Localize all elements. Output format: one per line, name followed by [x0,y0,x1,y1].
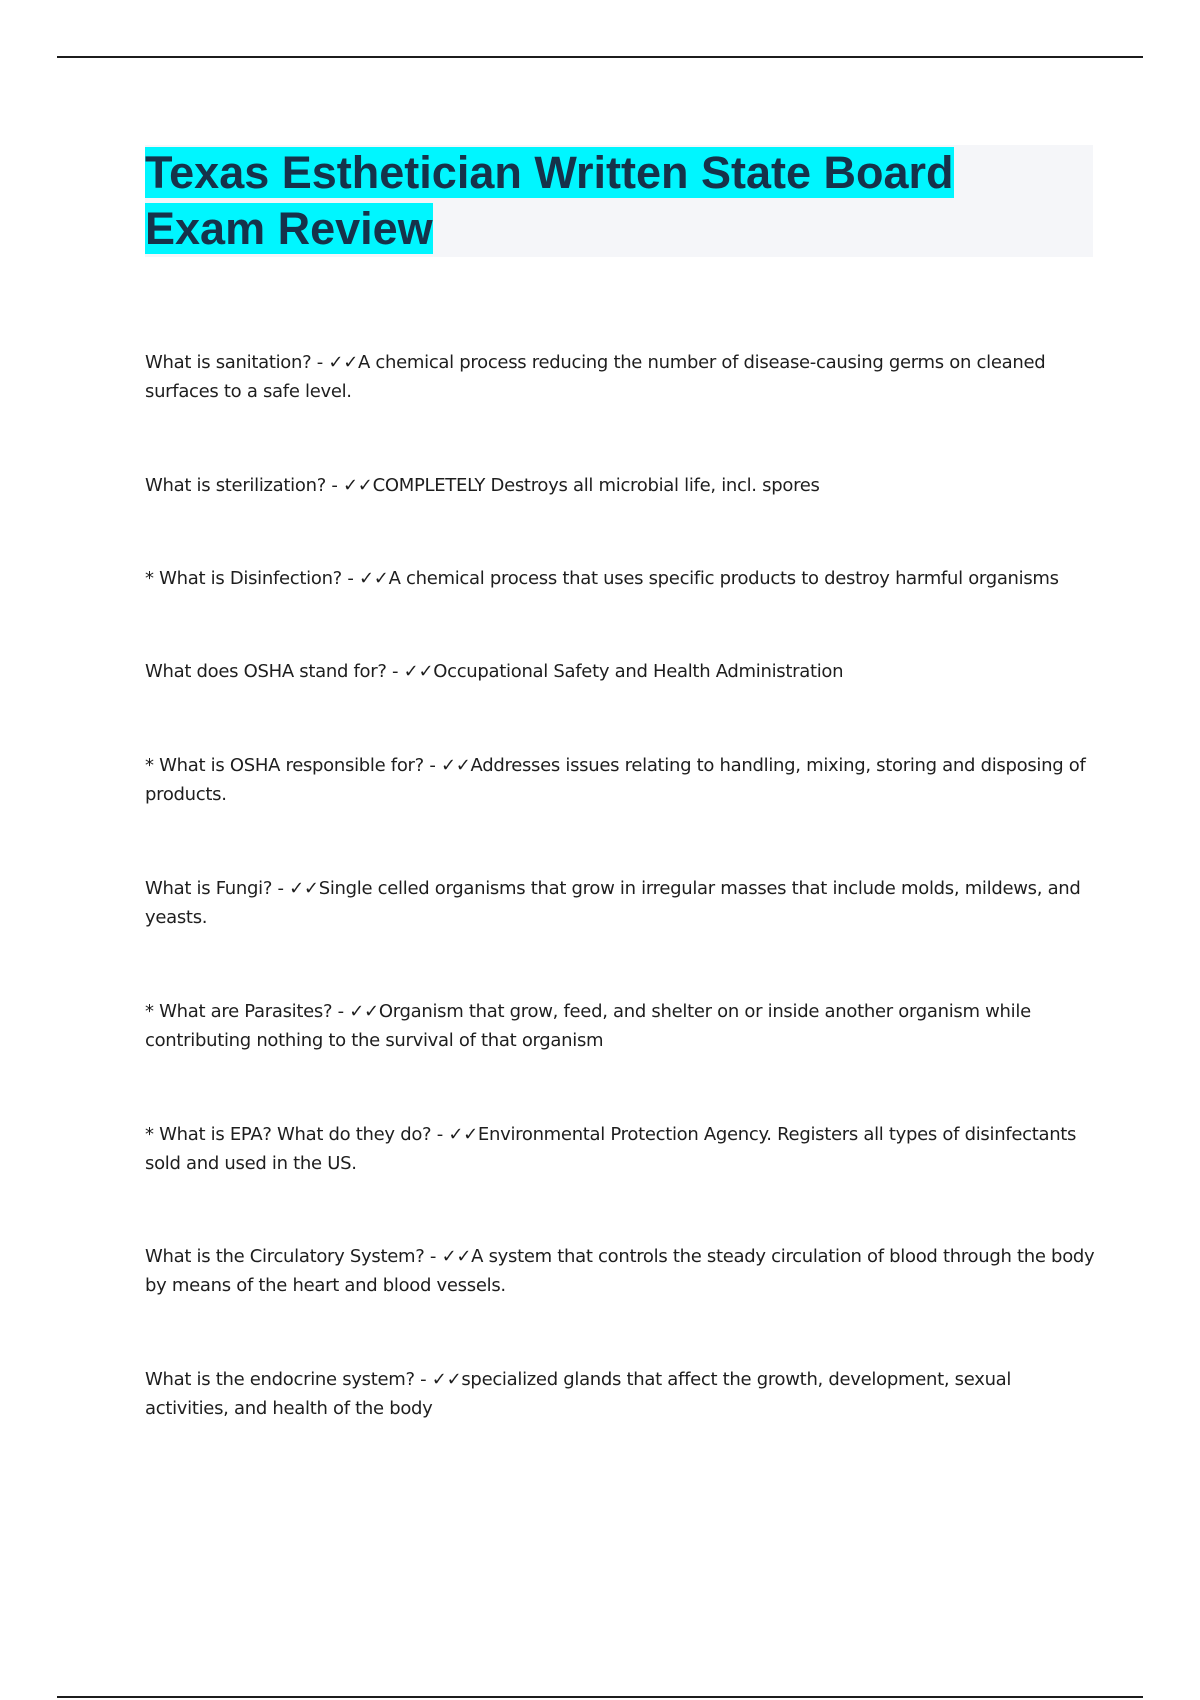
check-mark-icon: ✓✓ [328,352,358,373]
separator: - [414,1369,432,1390]
question-text: What is the endocrine system? [145,1369,415,1390]
question-text: * What is Disinfection? [145,568,342,589]
check-mark-icon: ✓✓ [343,475,373,496]
answer-text: Occupational Safety and Health Administration [433,661,844,682]
title-block [145,145,1093,257]
separator: - [341,568,359,589]
separator: - [431,1124,449,1145]
qa-item-osha-responsible [145,751,1095,809]
question-text: * What is EPA? What do they do? [145,1124,432,1145]
qa-item-endocrine-system [145,1365,1095,1423]
header-rule [57,56,1143,58]
question-text: What is sterilization? [145,475,326,496]
check-mark-icon: ✓✓ [358,568,389,589]
title-line-1: Texas Esthetician Written State Board [145,147,954,198]
check-mark-icon: ✓✓ [441,1246,472,1267]
qa-item-circulatory-system [145,1242,1095,1300]
answer-text: Environmental Protection Agency. Registers all types of disinfectants sold and used in the US. [145,1124,1077,1174]
qa-item-sanitation [145,348,1095,406]
separator: - [311,352,329,373]
answer-text: Addresses issues relating to handling, mixing, storing and disposing of products. [145,755,1086,805]
title-line-2: Exam Review [145,203,433,254]
check-mark-icon: ✓✓ [403,661,434,682]
separator: - [386,661,404,682]
footer-rule [57,1696,1143,1698]
check-mark-icon: ✓✓ [431,1369,462,1390]
answer-text: Organism that grow, feed, and shelter on or inside another organism while contributing nothing to the survival of that organism [145,1001,1031,1051]
qa-item-parasites [145,997,1095,1055]
question-text: What does OSHA stand for? [145,661,387,682]
check-mark-icon: ✓✓ [349,1001,379,1022]
answer-text: Single celled organisms that grow in irregular masses that include molds, mildews, and yeasts. [145,878,1081,928]
qa-item-osha-stand-for [145,657,1095,686]
question-text: * What is OSHA responsible for? [145,755,424,776]
question-text: * What are Parasites? [145,1001,333,1022]
question-text: What is the Circulatory System? [145,1246,425,1267]
qa-item-sterilization [145,471,1095,500]
check-mark-icon: ✓✓ [289,878,319,899]
separator: - [332,1001,350,1022]
check-mark-icon: ✓✓ [440,755,471,776]
separator: - [325,475,343,496]
qa-item-epa [145,1120,1095,1178]
document-title [145,145,1045,257]
answer-text: specialized glands that affect the growth, development, sexual activities, and health of the body [145,1369,1012,1419]
qa-item-fungi [145,874,1095,932]
answer-text: A chemical process reducing the number of disease-causing germs on cleaned surfaces to a safe level. [145,352,1046,402]
separator: - [424,1246,442,1267]
question-text: What is Fungi? [145,878,273,899]
answer-text: A chemical process that uses specific products to destroy harmful organisms [388,568,1059,589]
answer-text: COMPLETELY Destroys all microbial life, incl. spores [372,475,820,496]
separator: - [423,755,441,776]
question-text: What is sanitation? [145,352,312,373]
qa-item-disinfection [145,564,1095,593]
answer-text: A system that controls the steady circulation of blood through the body by means of the heart and blood vessels. [145,1246,1095,1296]
check-mark-icon: ✓✓ [448,1124,478,1145]
separator: - [272,878,290,899]
